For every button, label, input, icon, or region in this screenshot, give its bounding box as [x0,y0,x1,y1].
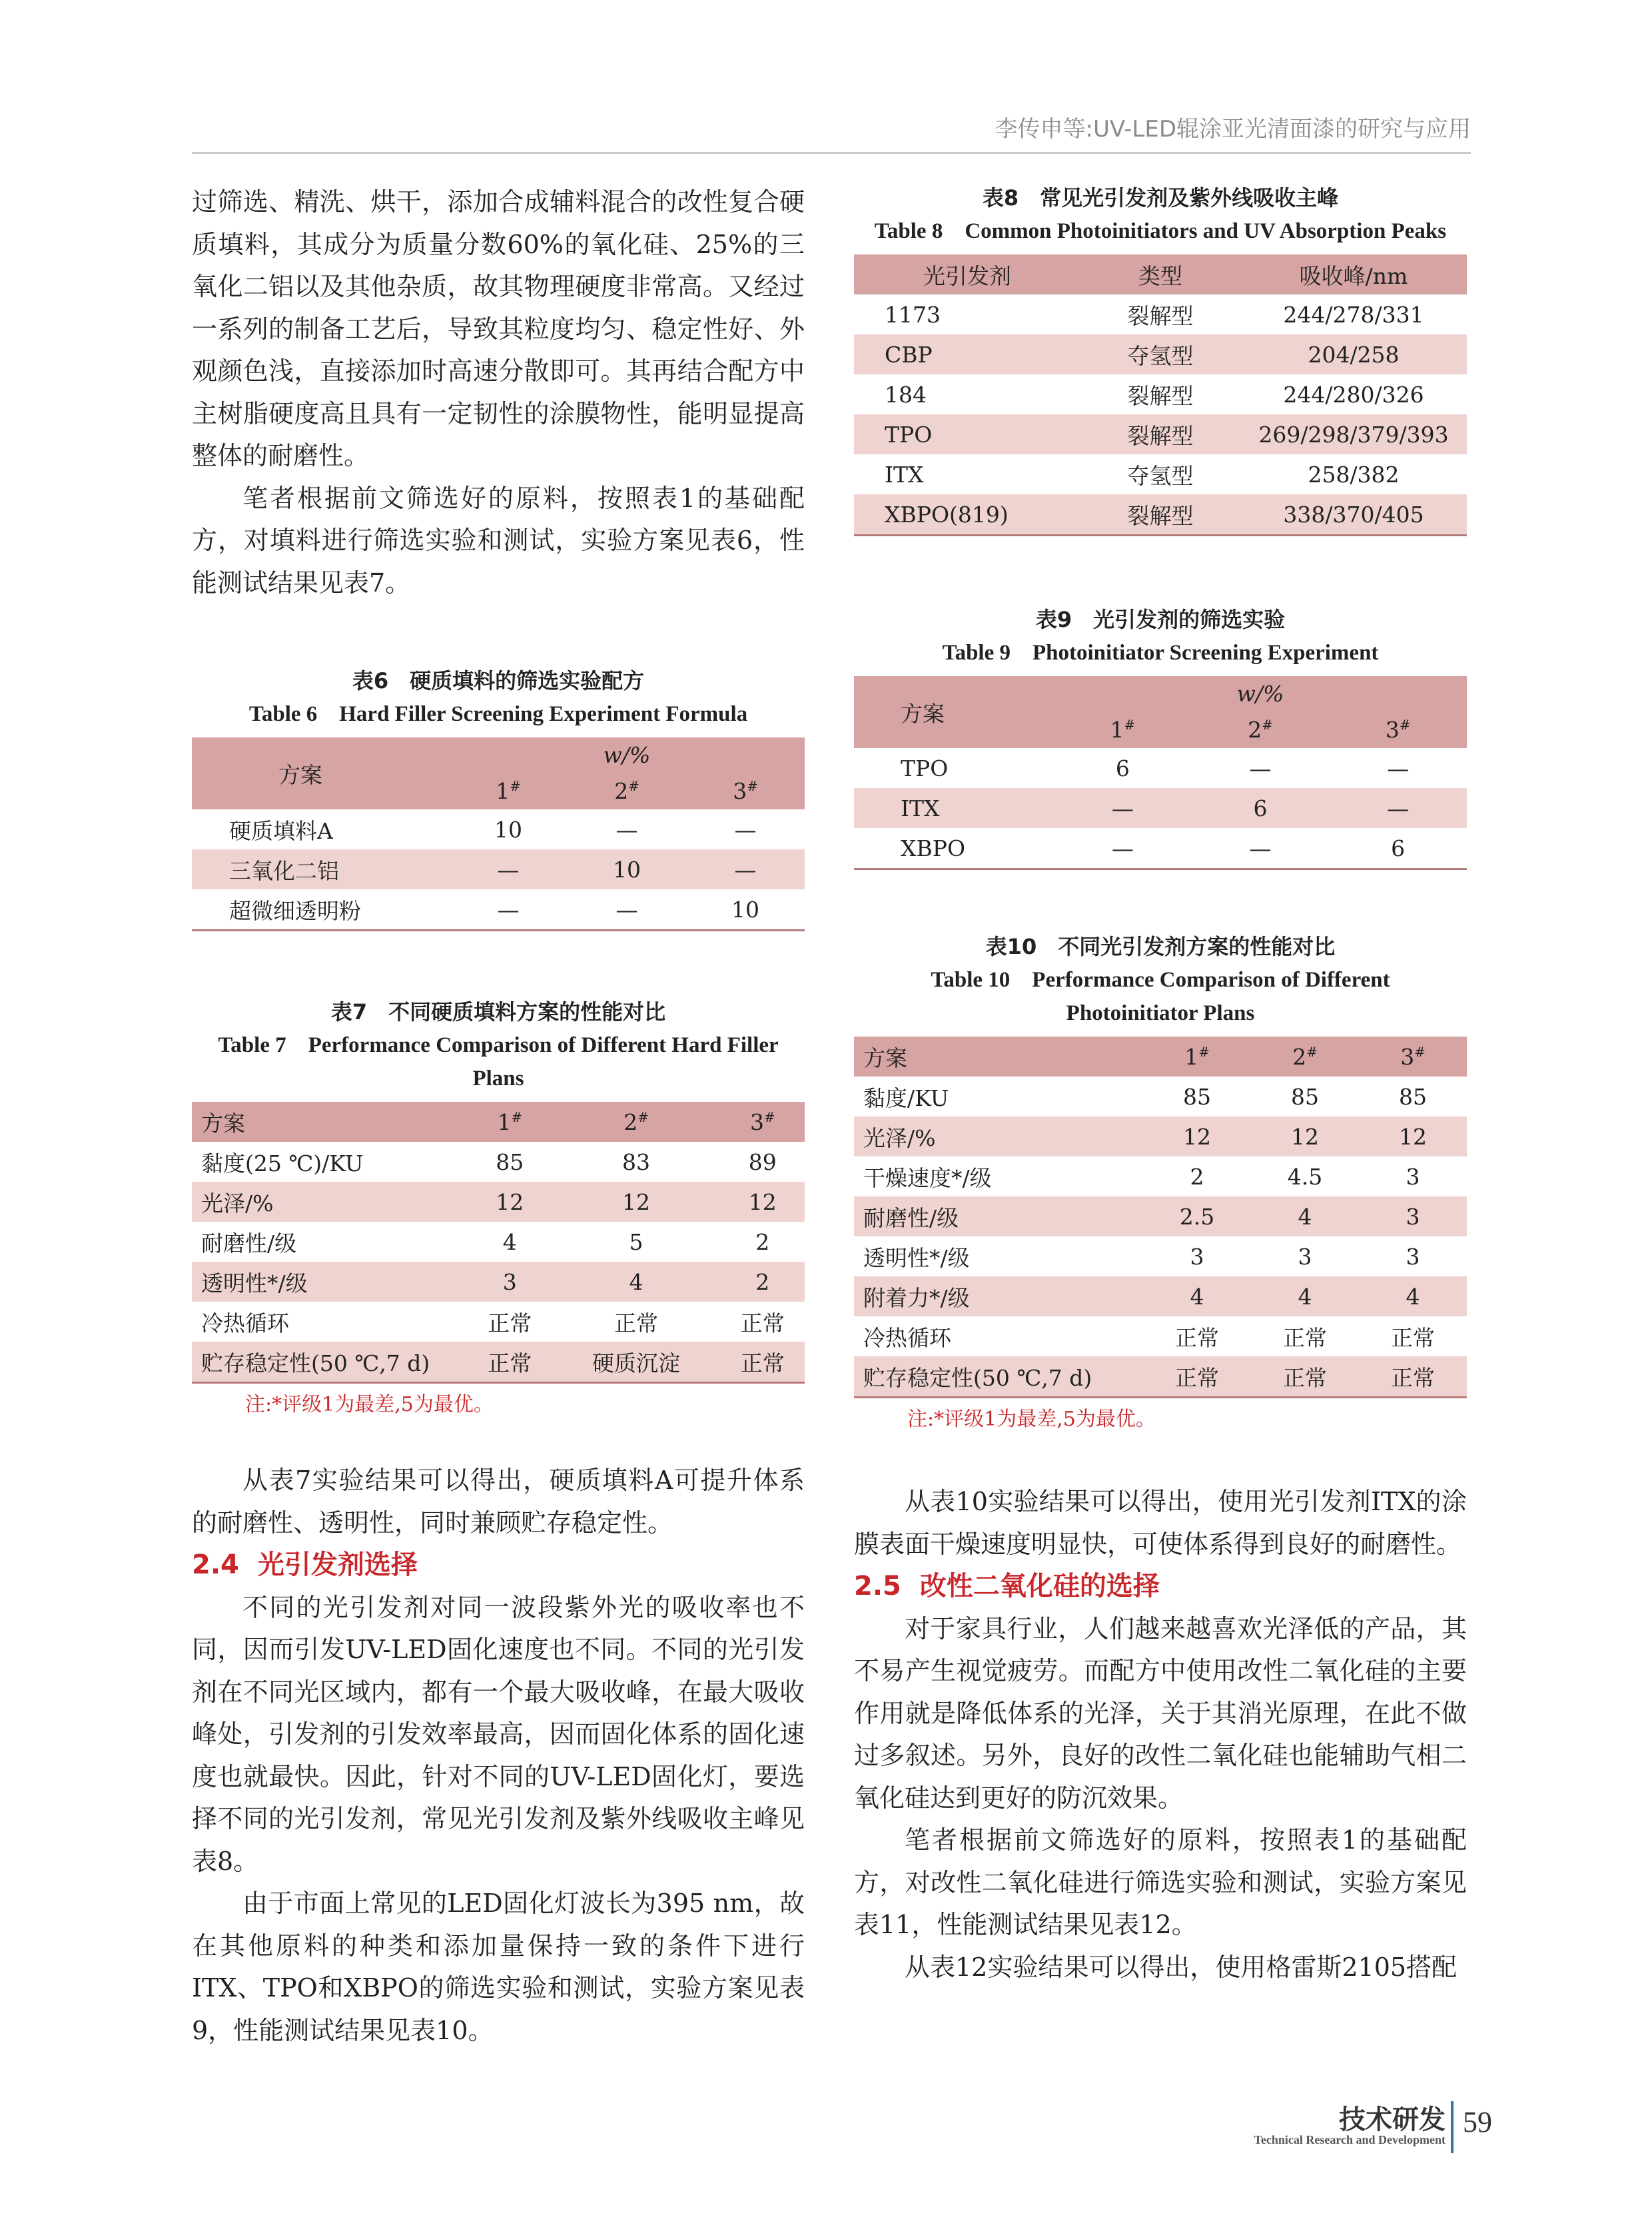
table-cell: 85 [496,1148,524,1175]
paragraph: 笔者根据前文筛选好的原料，按照表1的基础配方，对填料进行筛选实验和测试，实验方案见表6，性能测试结果见表7。 [192,483,805,598]
table-cell: 3 [1406,1243,1420,1270]
table-row [854,1077,1467,1116]
table-cell: 83 [622,1148,650,1175]
table-header-cell: 3# [749,1109,775,1135]
table-cell: 正常 [1143,1356,1251,1398]
table-row [854,1236,1467,1276]
table-cell: 2 [755,1228,770,1255]
table-cell: XBPO [854,828,1054,869]
table-cell: 正常 [614,1310,658,1336]
table-cell: 12 [1399,1123,1427,1150]
table7-caption-cn: 表7 不同硬质填料方案的性能对比 [330,999,666,1025]
table-row [854,374,1467,414]
table9 [854,676,1467,870]
table-cell: — [734,816,757,843]
table-cell: 4 [1298,1283,1312,1310]
table7 [192,1102,805,1384]
table-cell: — [1387,755,1410,781]
table-cell: 5 [629,1228,643,1255]
paragraph: 不同的光引发剂对同一波段紫外光的吸收率也不同，因而引发UV-LED固化速度也不同。不同的光引发剂在不同光区域内，都有一个最大吸收峰，在最大吸收峰处，引发剂的引发效率最高，因而固化体系的固化速度也就最快。因此，针对不同的UV-LED固化灯，要选择不同的光引发剂，常见光引发剂及紫外线吸收主峰见表8。 [192,1592,805,1876]
table-cell: 204/258 [1308,341,1400,368]
table-cell: CBP [885,341,933,368]
table-cell: 正常 [740,1310,785,1336]
section-number: 2.5 [854,1571,901,1601]
table6 [192,737,805,931]
table-header-cell: 3# [1400,1043,1426,1070]
table-cell: 2.5 [1179,1203,1215,1230]
footer-section-en: Technical Research and Development [1254,2133,1446,2146]
table-row [854,748,1467,788]
table-cell: 89 [748,1148,777,1175]
table-row [854,1356,1467,1398]
table6-caption-cn: 表6 硬质填料的筛选实验配方 [352,668,645,693]
table-cell: — [1111,795,1134,821]
table-cell: 裂解型 [1127,302,1194,329]
table-cell: 三氧化二铝 [229,857,339,884]
table-cell: 10 [494,816,522,843]
table-cell: 透明性*/级 [863,1244,970,1271]
table-cell: 夺氢型 [1127,462,1194,489]
table10-caption-cn: 表10 不同光引发剂方案的性能对比 [985,934,1336,959]
table-cell: 黏度/KU [863,1085,949,1111]
table-cell: 6 [1115,755,1130,781]
table-header-cell: 1# [496,777,521,804]
table-cell: 耐磨性/级 [863,1204,959,1231]
table-cell: 12 [748,1188,777,1215]
table-cell: 裂解型 [1127,422,1194,449]
table-cell: 4 [502,1228,517,1255]
paragraph: 从表12实验结果可以得出，使用格雷斯2105搭配 [905,1952,1457,1982]
table-header-cell: 2# [614,777,639,804]
table9-caption-en: Table 9 Photoinitiator Screening Experiment [942,641,1379,665]
table-cell: 3 [502,1268,517,1295]
table-cell: 超微细透明粉 [192,889,449,931]
table8-caption-cn: 表8 常见光引发剂及紫外线吸收主峰 [982,185,1339,211]
table-header-cell: 3# [1385,716,1411,743]
table-cell: 244/278/331 [1283,301,1424,328]
table-row [192,849,805,889]
footer-section-cn: 技术研发 [1339,2104,1446,2135]
table-cell: 冷热循环 [201,1310,289,1336]
table-row [854,414,1467,454]
table7-note: 注:*评级1为最差,5为最优。 [245,1393,494,1416]
table-cell: 正常 [1359,1356,1467,1398]
table-cell: 正常 [488,1310,532,1336]
table-cell: 干燥速度*/级 [863,1164,992,1191]
table-cell: 耐磨性/级 [201,1230,297,1256]
page-footer [1132,2098,1492,2158]
table-header-cell: w/% [603,741,651,768]
table-cell: 正常 [1175,1324,1219,1351]
table-cell: — [497,856,520,883]
section-title: 光引发剂选择 [257,1550,418,1580]
table9-caption-cn: 表9 光引发剂的筛选实验 [1035,607,1286,632]
table-cell: 6 [1329,828,1467,869]
table-cell: 2 [1190,1163,1204,1190]
section-heading [192,1544,805,1587]
table-header-cell: 3# [733,777,758,804]
table-cell: 12 [496,1188,524,1215]
table-cell: 3 [1406,1163,1420,1190]
table-cell: — [734,856,757,883]
table-cell: 贮存稳定性(50 ℃,7 d) [192,1342,468,1383]
paragraph: 笔者根据前文筛选好的原料，按照表1的基础配方，对改性二氧化硅进行筛选实验和测试，实验方案见表11，性能测试结果见表12。 [854,1825,1467,1939]
table6-caption-en: Table 6 Hard Filler Screening Experiment Formula [248,702,748,726]
table-cell: 269/298/379/393 [1258,421,1449,448]
section-number: 2.4 [192,1550,239,1580]
table-cell: 1173 [885,301,941,328]
table-header-cell: 方案 [278,761,322,788]
table-cell: 4.5 [1287,1163,1323,1190]
table-cell: 10 [686,889,805,931]
table-cell: 10 [613,856,641,883]
table-row [192,809,805,849]
table-cell: 338/370/405 [1240,494,1467,536]
table-cell: 4 [1406,1283,1420,1310]
table-row [192,1302,805,1342]
table-cell: ITX [885,461,924,488]
table-row [854,1276,1467,1316]
table-cell: — [1249,755,1272,781]
table-cell: 正常 [721,1342,805,1383]
table-cell: ITX [901,795,940,821]
table-row [854,1156,1467,1196]
table-cell: 贮存稳定性(50 ℃,7 d) [854,1356,1143,1398]
table-cell: 12 [1291,1123,1319,1150]
table-header-cell: 方案 [201,1110,245,1136]
table-cell: 2 [755,1268,770,1295]
table-header-cell: 1# [1184,1043,1210,1070]
table-cell: 85 [1183,1083,1211,1110]
table-row [854,828,1467,869]
table-cell: 黏度(25 ℃)/KU [201,1150,364,1176]
table-header-cell: 方案 [863,1045,907,1071]
table-cell: — [568,889,686,931]
paragraph: 从表7实验结果可以得出，硬质填料A可提升体系的耐磨性、透明性，同时兼顾贮存稳定性。 [192,1466,805,1538]
table-row [192,1142,805,1182]
table10-note: 注:*评级1为最差,5为最优。 [907,1408,1156,1431]
table-cell: — [1192,828,1330,869]
table-row [192,889,805,931]
table-cell: 12 [1183,1123,1211,1150]
footer-divider [1451,2101,1453,2153]
table-header-cell: 方案 [901,700,945,727]
table-cell: — [1387,795,1410,821]
table-cell: 正常 [468,1342,552,1383]
table-cell: — [1054,828,1192,869]
table-cell: 光泽/% [201,1190,274,1216]
table-header-cell: 2# [1292,1043,1318,1070]
running-header [192,107,1471,154]
table-header-cell: 2# [623,1109,649,1135]
table-header-cell: 类型 [1138,262,1182,289]
table-header-cell: 光引发剂 [923,262,1011,289]
table-cell: 透明性*/级 [201,1270,308,1296]
table-cell: 85 [1399,1083,1427,1110]
right-column [854,181,1467,1989]
table-cell: 硬质沉淀 [552,1342,721,1383]
table-cell: 夺氢型 [1127,342,1194,369]
table-header-cell: 1# [497,1109,523,1135]
table-cell: 附着力*/级 [863,1284,970,1311]
table-cell: 正常 [1283,1324,1327,1351]
table-cell: 85 [1291,1083,1319,1110]
paragraph: 由于市面上常见的LED固化灯波长为395 nm，故在其他原料的种类和添加量保持一致的条件下进行ITX、TPO和XBPO的筛选实验和测试，实验方案见表9，性能测试结果见表10。 [192,1889,805,2045]
table-cell: 3 [1406,1203,1420,1230]
table10 [854,1037,1467,1398]
page-number: 59 [1463,2106,1492,2138]
table-cell: 正常 [1251,1356,1359,1398]
section-title: 改性二氧化硅的选择 [919,1571,1160,1601]
paragraph: 对于家具行业，人们越来越喜欢光泽低的产品，其不易产生视觉疲劳。而配方中使用改性二氧化硅的主要作用就是降低体系的光泽，关于其消光原理，在此不做过多叙述。另外，良好的改性二氧化硅也能辅助气相二氧化硅达到更好的防沉效果。 [854,1613,1467,1813]
table-cell: 4 [629,1268,643,1295]
table-cell: 正常 [1391,1324,1435,1351]
table-row [192,1342,805,1383]
table-cell: 冷热循环 [863,1324,951,1351]
table-cell: 3 [1298,1243,1312,1270]
table-cell: 4 [1298,1203,1312,1230]
table-header-cell: w/% [1236,680,1284,707]
section-heading [854,1565,1467,1608]
table-row [854,454,1467,494]
table-cell: 6 [1253,795,1268,821]
table-cell: 硬质填料A [229,817,333,844]
table-row [192,1262,805,1302]
table-cell: 3 [1190,1243,1204,1270]
table-cell: TPO [885,421,933,448]
table-cell: 258/382 [1308,461,1400,488]
table10-caption-en: Table 10 Performance Comparison of Different Photoinitiator Plans [931,968,1390,1025]
table-cell: 4 [1190,1283,1204,1310]
table-row [854,1196,1467,1236]
table8-caption-en: Table 8 Common Photoinitiators and UV Absorption Peaks [874,219,1447,243]
table8 [854,254,1467,536]
table7-caption-en: Table 7 Performance Comparison of Different Hard Filler Plans [218,1033,779,1091]
paragraph: 过筛选、精洗、烘干，添加合成辅料混合的改性复合硬质填料，其成分为质量分数60%的氧化硅、25%的三氧化二铝以及其他杂质，故其物理硬度非常高。又经过一系列的制备工艺后，导致其粒度均匀、稳定性好、外观颜色浅，直接添加时高速分散即可。其再结合配方中主树脂硬度高且具有一定韧性的涂膜物性，能明显提高整体的耐磨性。 [192,187,805,470]
paragraph: 从表10实验结果可以得出，使用光引发剂ITX的涂膜表面干燥速度明显快，可使体系得到良好的耐磨性。 [854,1487,1467,1559]
table-header-cell: 1# [1110,716,1136,743]
table-cell: 光泽/% [863,1124,936,1151]
table-cell: 裂解型 [1127,382,1194,409]
table-header-cell: 2# [1248,716,1273,743]
table-row [854,1316,1467,1356]
left-column [192,181,805,2052]
table-cell: 12 [622,1188,650,1215]
header-title: 李传申等:UV-LED辊涂亚光清面漆的研究与应用 [995,116,1471,143]
table-cell: — [449,889,568,931]
table-row [192,1222,805,1262]
table-cell: XBPO(819) [854,494,1080,536]
table-row [854,1116,1467,1156]
table-cell: — [616,816,638,843]
table-row [854,788,1467,828]
table-row [192,1182,805,1222]
table-row [854,294,1467,334]
table-cell: TPO [901,755,949,781]
table-header-cell: 吸收峰/nm [1299,262,1408,289]
table-cell: 244/280/326 [1283,381,1424,408]
table-cell: 裂解型 [1080,494,1240,536]
table-row [854,334,1467,374]
table-row [854,494,1467,536]
table-cell: 184 [885,381,927,408]
